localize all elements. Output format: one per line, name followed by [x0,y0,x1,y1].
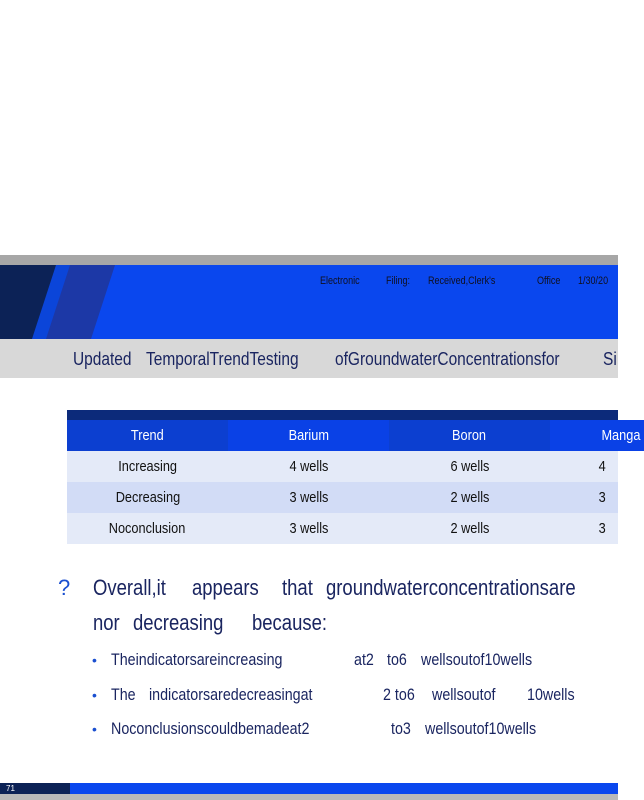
top-grey-stripe [0,255,618,265]
header-cell-manganese: Manga [550,420,644,451]
header-cell-boron: Boron [389,420,550,451]
main-text-2a: nor [93,610,120,635]
main-text-1a: Overall,it [93,575,166,600]
question-bullet-icon: ? [58,575,71,600]
table-cell: 4 [598,458,606,475]
subtitle-part-1: Updated [73,349,132,369]
table-cell: 2 wells [450,520,489,537]
sub-text-1b: at2 [354,650,374,669]
main-text-1d: groundwaterconcentrationsare [326,575,576,600]
filing-text-4: Office [537,275,561,287]
sub-text-2b: indicatorsaredecreasingat [149,685,313,704]
table-cell: 4 wells [289,458,328,475]
main-text-2b: decreasing [133,610,224,635]
header-banner [0,265,618,339]
main-text-2c: because: [252,610,328,635]
header-cell-trend: Trend [67,420,228,451]
table-row [67,513,618,544]
filing-text-5: 1/30/20 [578,275,609,287]
page-number: 71 [6,784,15,793]
subtitle-part-2: TemporalTrendTesting [146,349,299,369]
sub-text-2e: 10wells [527,685,575,704]
sub-text-1c: to6 [387,650,407,669]
table-row [67,482,618,513]
sub-text-3c: wellsoutof10wells [425,719,537,738]
sub-text-2d: wellsoutof [432,685,496,704]
sub-bullet-dot-icon: • [92,652,97,668]
footer-bar [0,783,618,794]
table-cell: 2 wells [450,489,489,506]
sub-text-2c: 2 to6 [383,685,415,704]
footer-grey-stripe [0,794,618,800]
table-cell: 3 wells [289,489,328,506]
table-top-stripe [67,410,618,420]
table-cell: 6 wells [450,458,489,475]
sub-text-1a: Theindicatorsareincreasing [111,650,283,669]
sub-text-3b: to3 [391,719,411,738]
sub-text-1d: wellsoutof10wells [421,650,533,669]
sub-bullet-dot-icon: • [92,687,97,703]
row-label-cell: Noconclusion [109,520,186,537]
subtitle-part-3: ofGroundwaterConcentrationsfor [335,349,560,369]
main-text-1c: that [282,575,313,600]
header-cell-barium: Barium [228,420,389,451]
subtitle-part-4: Si [603,349,617,369]
trend-table [67,410,641,544]
sub-text-2a: The [111,685,136,704]
sub-text-3a: Noconclusionscouldbemadeat2 [111,719,310,738]
filing-text-3: Received,Clerk's [428,275,496,287]
table-cell: 3 [598,520,606,537]
sub-bullet-dot-icon: • [92,721,97,737]
row-label-cell: Decreasing [115,489,180,506]
filing-text-1: Electronic [320,275,360,287]
filing-text-2: Filing: [386,275,411,287]
main-text-1b: appears [192,575,259,600]
table-header-row [67,420,641,451]
table-cell: 3 [598,489,606,506]
subtitle-bar [0,339,618,378]
table-row [67,451,618,482]
row-label-cell: Increasing [118,458,177,475]
table-cell: 3 wells [289,520,328,537]
